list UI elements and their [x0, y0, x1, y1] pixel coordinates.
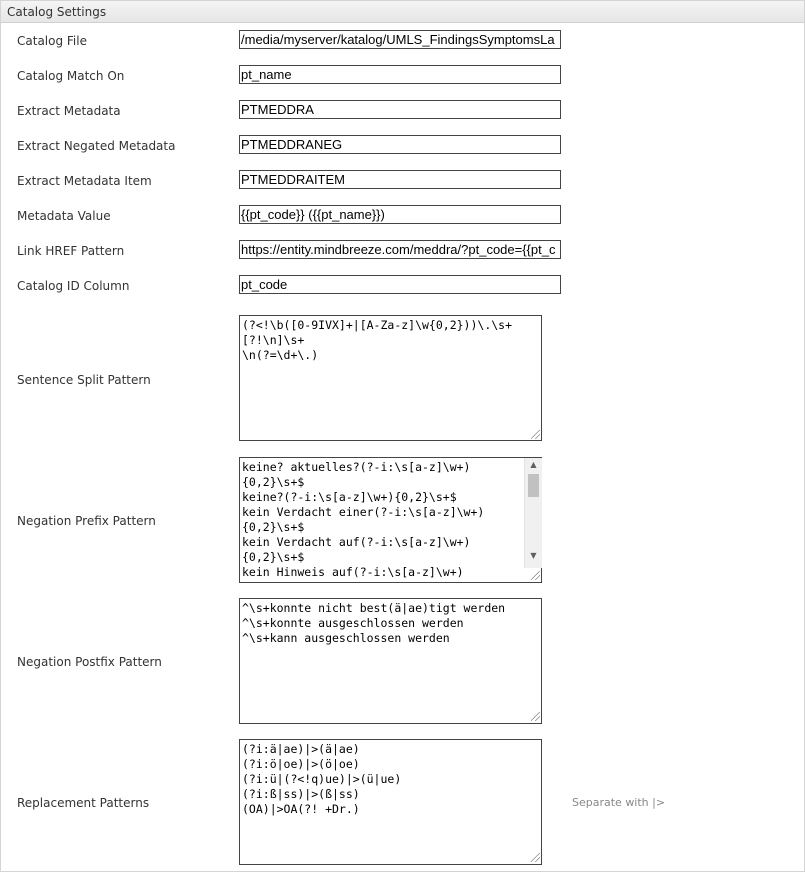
sentence-split-pattern-field[interactable]: [239, 315, 542, 441]
link-href-pattern-input[interactable]: [239, 240, 561, 259]
negation-postfix-pattern-field[interactable]: [239, 598, 542, 724]
negation-prefix-resize-grip[interactable]: [531, 571, 540, 580]
replacement-patterns-resize-grip[interactable]: [531, 853, 540, 862]
replacement-patterns-label: Replacement Patterns: [17, 796, 150, 810]
scroll-thumb[interactable]: [528, 474, 539, 497]
panel-title: Catalog Settings: [7, 5, 107, 19]
negation-postfix-pattern-label: Negation Postfix Pattern: [17, 655, 162, 669]
negation-postfix-resize-grip[interactable]: [531, 712, 540, 721]
extract-metadata-item-input[interactable]: [239, 170, 561, 189]
catalog-id-column-input[interactable]: [239, 275, 561, 294]
link-href-pattern-label: Link HREF Pattern: [17, 244, 125, 258]
extract-negated-metadata-label: Extract Negated Metadata: [17, 139, 176, 153]
extract-negated-metadata-input[interactable]: [239, 135, 561, 154]
replacement-patterns-field[interactable]: [239, 739, 542, 865]
sentence-split-pattern-label: Sentence Split Pattern: [17, 373, 151, 387]
catalog-file-input[interactable]: [239, 30, 561, 49]
sentence-split-resize-grip[interactable]: [531, 430, 540, 439]
extract-metadata-input[interactable]: [239, 100, 561, 119]
negation-prefix-pattern-field[interactable]: [239, 457, 542, 583]
panel-header: [1, 1, 804, 23]
negation-prefix-scrollbar[interactable]: [524, 458, 542, 568]
negation-prefix-pattern-label: Negation Prefix Pattern: [17, 514, 156, 528]
scroll-up-arrow-icon[interactable]: ▲: [530, 460, 537, 469]
metadata-value-input[interactable]: [239, 205, 561, 224]
replacement-patterns-hint: Separate with |>: [572, 796, 666, 809]
extract-metadata-label: Extract Metadata: [17, 104, 121, 118]
extract-metadata-item-label: Extract Metadata Item: [17, 174, 152, 188]
catalog-id-column-label: Catalog ID Column: [17, 279, 130, 293]
catalog-file-label: Catalog File: [17, 34, 87, 48]
metadata-value-label: Metadata Value: [17, 209, 111, 223]
catalog-match-on-label: Catalog Match On: [17, 69, 125, 83]
scroll-down-arrow-icon[interactable]: ▼: [530, 551, 537, 560]
catalog-match-on-input[interactable]: [239, 65, 561, 84]
